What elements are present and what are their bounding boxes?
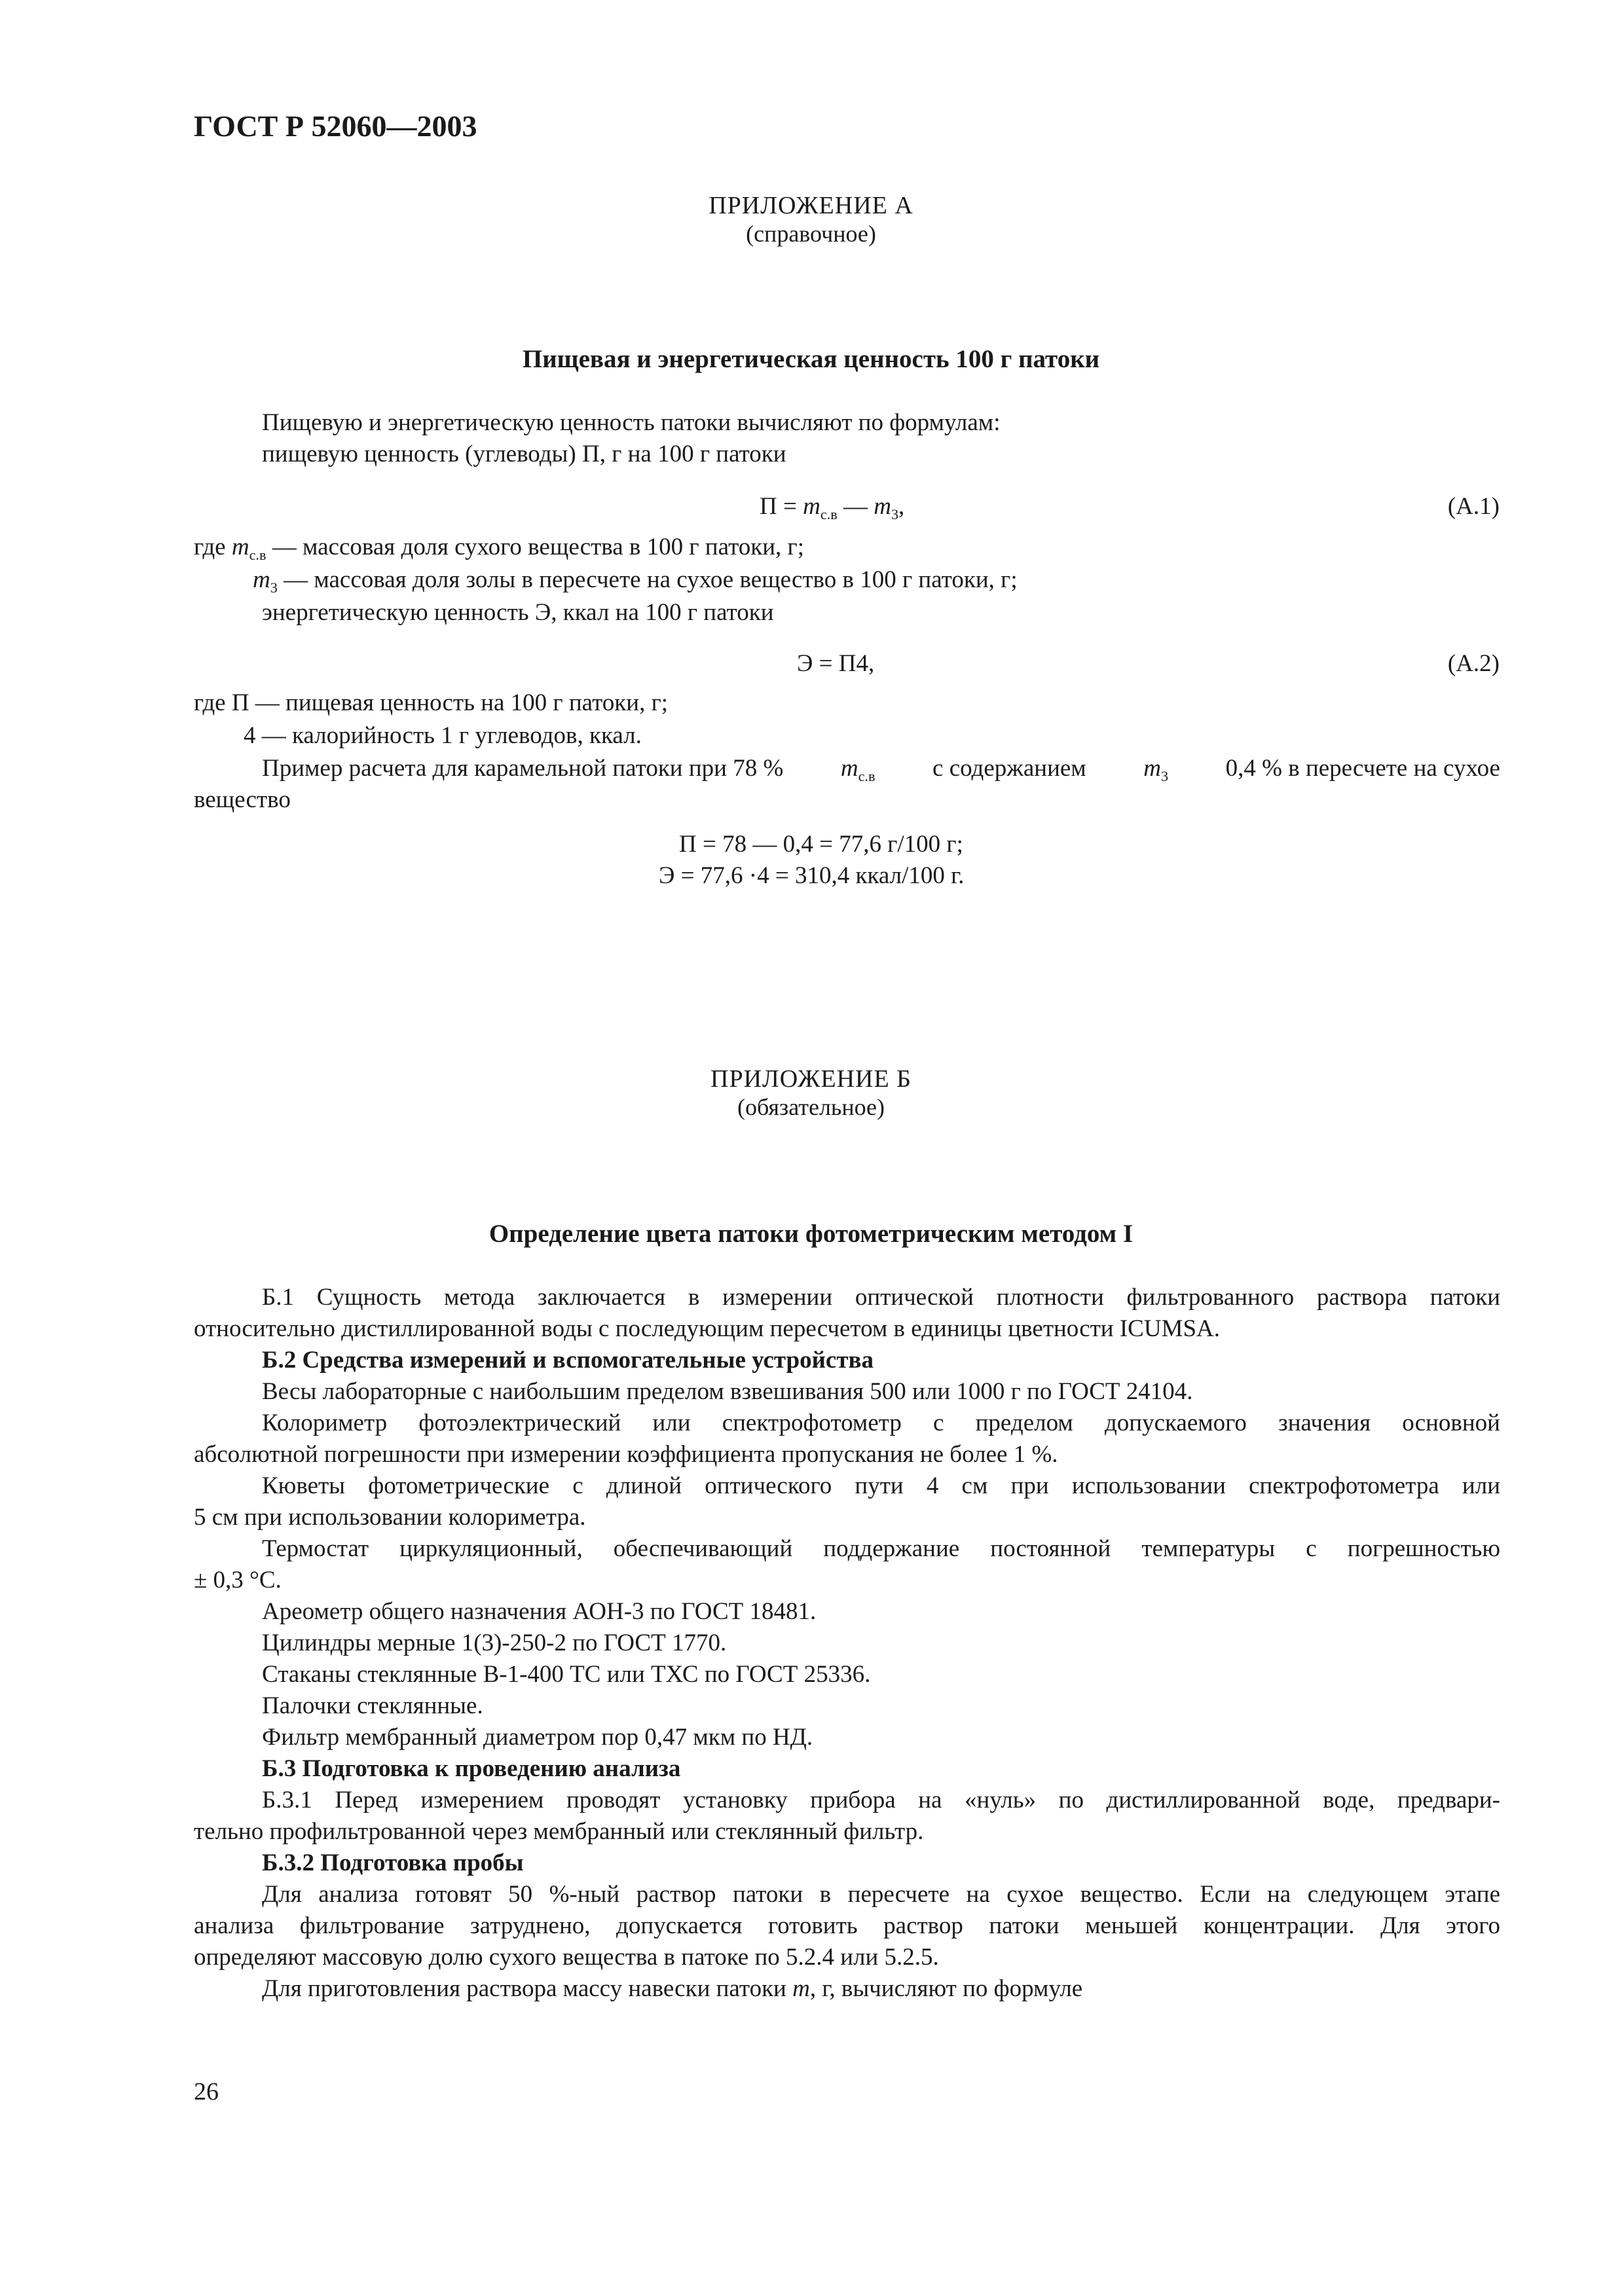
definition: где $m_{с.в}$ — массовая доля сухого вещества в 100 г патоки, г; (194, 534, 804, 563)
paragraph: Для приготовления раствора массу навески патоки m, г, вычисляют по формуле (262, 1975, 1083, 2002)
formula-a2: Э = П4, (797, 650, 875, 677)
list-item: Цилиндры мерные 1(3)-250-2 по ГОСТ 1770. (262, 1630, 727, 1656)
list-item: Ареометр общего назначения АОН-3 по ГОСТ 18481. (262, 1598, 817, 1625)
page-number: 26 (194, 2078, 219, 2105)
paragraph: Б.1 Сущность метода заключается в измерении оптической плотности фильтрованного раствора патоки (262, 1284, 1500, 1311)
paragraph: Колориметр фотоэлектрический или спектрофотометр с пределом допускаемого значения основной (262, 1410, 1500, 1436)
subsection-heading: Б.3 Подготовка к проведению анализа (262, 1755, 681, 1782)
definition: где П — пищевая ценность на 100 г патоки, г; (194, 689, 669, 716)
definition: $m_3$ — массовая доля золы в пересчете на сухое вещество в 100 г патоки, г; (253, 566, 1018, 596)
document-header: ГОСТ Р 52060—2003 (194, 109, 477, 143)
list-item: Фильтр мембранный диаметром пор 0,47 мкм по НД. (262, 1724, 813, 1751)
calculation: П = 78 — 0,4 = 77,6 г/100 г; (679, 831, 963, 858)
paragraph: анализа фильтрование затруднено, допускается готовить раствор патоки меньшей концентрации. Для этого (194, 1912, 1500, 1939)
list-item: Стаканы стеклянные В-1-400 ТС или ТХС по ГОСТ 25336. (262, 1661, 871, 1688)
paragraph: энергетическую ценность Э, ккал на 100 г патоки (262, 599, 774, 626)
paragraph: Б.3.1 Перед измерением проводят установку прибора на «нуль» по дистиллированной воде, предвари- (262, 1787, 1500, 1813)
paragraph: Кюветы фотометрические с длиной оптического пути 4 см при использовании спектрофотометра или (262, 1472, 1500, 1499)
subsection-heading: Б.3.2 Подготовка пробы (262, 1850, 524, 1876)
appendix-b-heading: Определение цвета патоки фотометрическим методом I (488, 1220, 1134, 1248)
paragraph: абсолютной погрешности при измерении коэффициента пропускания не более 1 %. (194, 1441, 1058, 1468)
appendix-a-heading: Пищевая и энергетическая ценность 100 г патоки (522, 345, 1100, 373)
appendix-a-title: ПРИЛОЖЕНИЕ А (709, 192, 913, 219)
paragraph: относительно дистиллированной воды с последующим пересчетом в единицы цветности ICUMSA. (194, 1315, 1221, 1342)
appendix-b-kind: (обязательное) (737, 1094, 885, 1120)
paragraph: Весы лабораторные с наибольшим пределом взвешивания 500 или 1000 г по ГОСТ 24104. (262, 1378, 1193, 1405)
paragraph: вещество (194, 786, 291, 813)
paragraph: Для анализа готовят 50 %-ный раствор патоки в пересчете на сухое вещество. Если на следующем этапе (262, 1881, 1500, 1908)
example-line: Пример расчета для карамельной патоки при 78 % $m_{с.в}$ с содержанием $m_3$ 0,4 % в пересчете на сухое (262, 755, 1500, 784)
paragraph: 5 см при использовании колориметра. (194, 1504, 586, 1531)
paragraph: тельно профильтрованной через мембранный или стеклянный фильтр. (194, 1818, 924, 1845)
subsection-heading: Б.2 Средства измерений и вспомогательные устройства (262, 1347, 874, 1374)
definition: 4 — калорийность 1 г углеводов, ккал. (244, 722, 642, 749)
paragraph: Пищевую и энергетическую ценность патоки вычисляют по формулам: (262, 409, 1001, 436)
appendix-a-kind: (справочное) (746, 221, 876, 247)
formula-number: (А.1) (1447, 493, 1500, 520)
list-item: Палочки стеклянные. (262, 1692, 483, 1719)
formula-a1: $П = m_{с.в}$ — $m_3$, (760, 493, 905, 522)
paragraph: ± 0,3 °С. (194, 1567, 282, 1594)
calculation: Э = 77,6 ·4 = 310,4 ккал/100 г. (659, 862, 965, 889)
formula-number: (А.2) (1447, 650, 1500, 677)
appendix-b-title: ПРИЛОЖЕНИЕ Б (710, 1065, 912, 1093)
paragraph: Термостат циркуляционный, обеспечивающий поддержание постоянной температуры с погрешностью (262, 1535, 1500, 1562)
paragraph: определяют массовую долю сухого вещества в патоке по 5.2.4 или 5.2.5. (194, 1944, 939, 1971)
paragraph: пищевую ценность (углеводы) П, г на 100 г патоки (262, 441, 786, 467)
